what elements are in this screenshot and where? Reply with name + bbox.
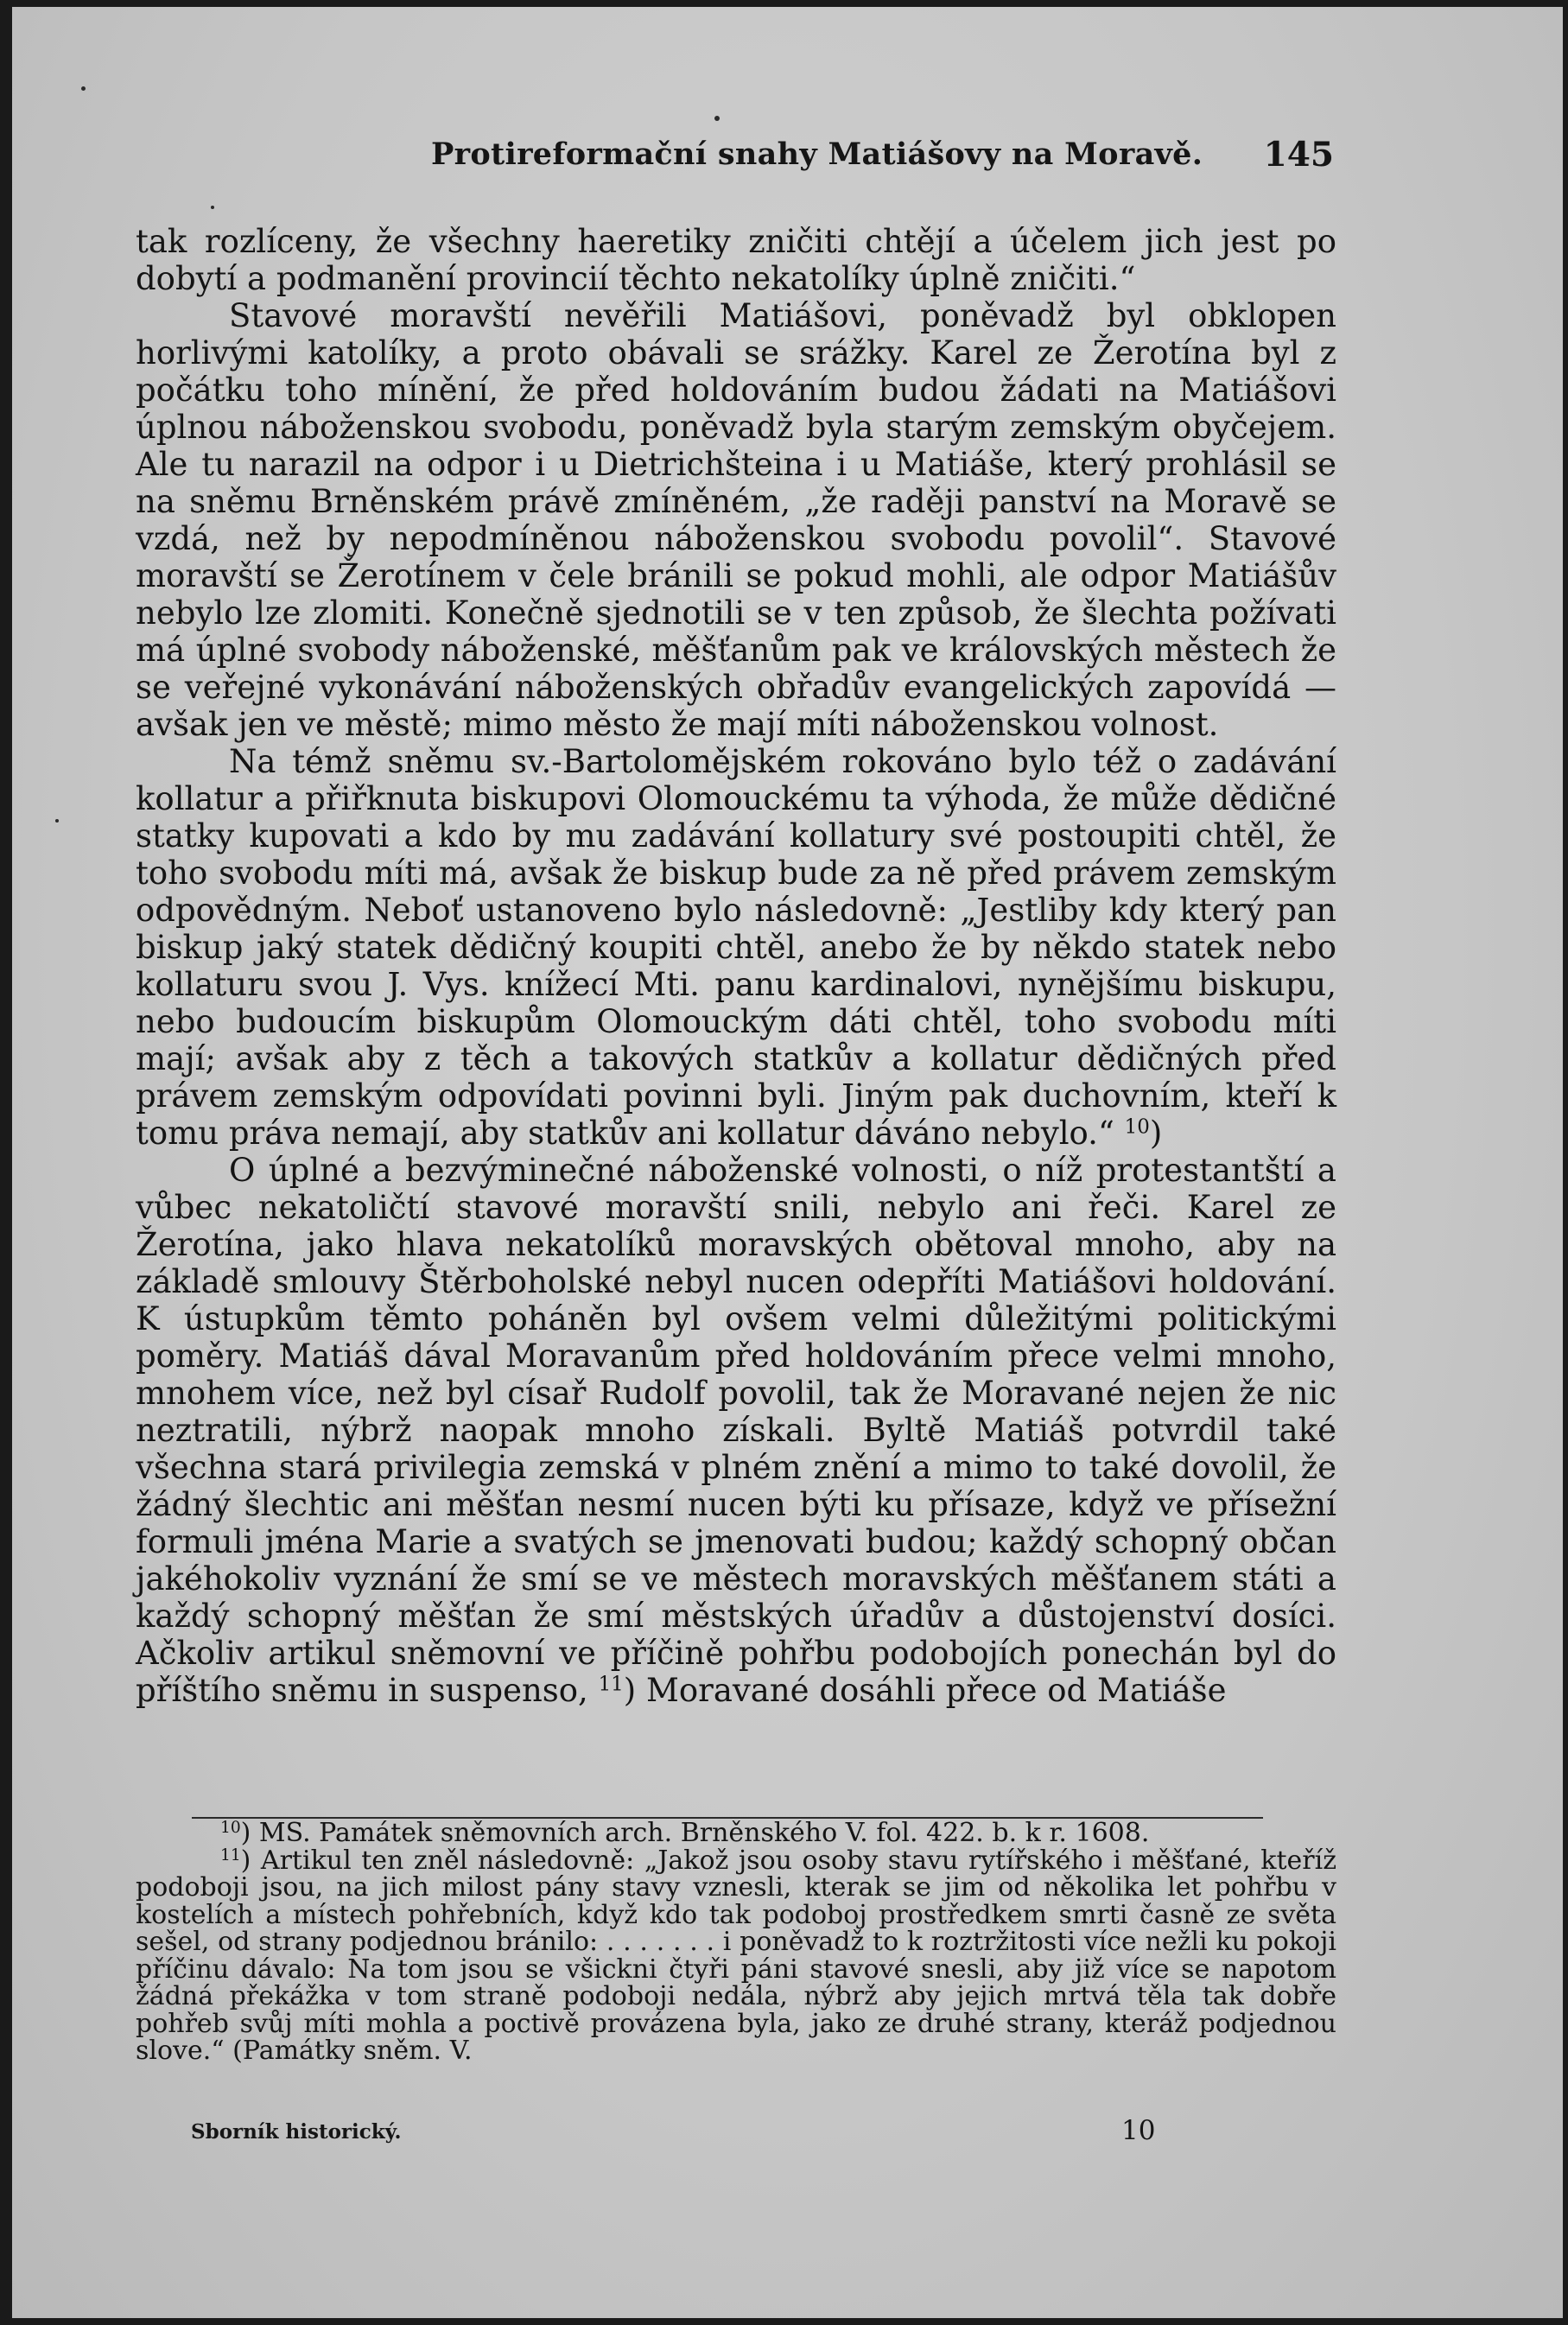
printer-signature: 10 bbox=[1121, 2115, 1156, 2146]
publication-name: Sborník historický. bbox=[191, 2120, 402, 2144]
footnote-marker: 10 bbox=[220, 1818, 241, 1837]
footnote-text: ) MS. Památek sněmovních arch. Brněnského V. fol. 422. b. k r. 1608. bbox=[240, 1818, 1150, 1848]
paragraph-text: Na témž sněmu sv.-Bartolomějském rokováno bylo též o zadávání kollatur a přiřknuta biskupovi Olomouckému ta výhoda, že může dědičné statky kupovati a kdo by mu zadávání kollatury své postoupiti chtěl, že toho svobodu míti má, avšak že biskup bude za ně před právem zemským odpovědným. Neboť ustanoveno bylo následovně: „Jestliby kdy který pan biskup jaký statek dědičný koupiti chtěl, anebo že by někdo statek nebo kollaturu svou J. Vys. knížecí Mti. panu kardinalovi, nynějšímu biskupu, nebo budoucím biskupům Olomouckým dáti chtěl, toho svobodu míti mají; avšak aby z těch a takových statkův a kollatur dědičných před právem zemským odpovídati povinni byli. Jiným pak duchovním, kteří k tomu práva nemají, aby statkův ani kollatur dáváno nebylo.“ bbox=[136, 743, 1336, 1152]
paragraph-text: O úplné a bezvýminečné náboženské volnosti, o níž protestantští a vůbec nekatoličtí stavové moravští snili, nebylo ani řeči. Karel ze Žerotína, jako hlava nekatolíků moravských obětoval mnoho, aby na základě smlouvy Štěrboholské nebyl nucen odepříti Matiášovi holdování. K ústupkům těmto poháněn byl ovšem velmi důležitými politickými poměry. Matiáš dával Moravanům před holdováním přece velmi mnoho, mnohem více, než byl císař Rudolf povolil, tak že Moravané nejen že nic neztratili, nýbrž naopak mnoho získali. Byltě Matiáš potvrdil také všechna stará privilegia zemská v plném znění a mimo to také dovolil, že žádný šlechtic ani měšťan nesmí nucen býti ku přísaze, když ve přísežní formuli jména Marie a svatých se jmenovati budou; každý schopný občan jakéhokoliv vyznání že smí se ve městech moravských měšťanem státi a každý schopný měšťan že smí městských úřadův a důstojenství dosíci. Ačkoliv artikul sněmovní ve příčině pohřbu podobojích ponechán byl do příštího sněmu in suspenso, bbox=[136, 1152, 1336, 1709]
paragraph: Stavové moravští nevěřili Matiášovi, poněvadž byl obklopen horlivými katolíky, a proto obávali se srážky. Karel ze Žerotína byl z počátku toho mínění, že před holdováním budou žádati na Matiášovi úplnou náboženskou svobodu, poněvadž byla starým zemským obyčejem. Ale tu narazil na odpor i u Dietrichšteina i u Matiáše, který prohlásil se na sněmu Brněnském právě zmíněném, „že raději panství na Moravě se vzdá, než by nepodmíněnou náboženskou svobodu povolil“. Stavové moravští se Žerotínem v čele bránili se pokud mohli, ale odpor Matiášův nebylo lze zlomiti. Konečně sjednotili se v ten způsob, že šlechta požívati má úplné svobody náboženské, měšťanům pak ve královských městech že se veřejné vykonávání náboženských obřadův evangelických zapovídá — avšak jen ve městě; mimo město že mají míti náboženskou volnost. bbox=[136, 297, 1336, 743]
paragraph: tak rozlíceny, že všechny haeretiky zničiti chtějí a účelem jich jest po dobytí a podmanění provincií těchto nekatolíky úplně zničiti.“ bbox=[136, 223, 1336, 297]
running-header bbox=[142, 137, 1334, 178]
footnote-reference: 10 bbox=[1124, 1115, 1150, 1139]
paragraph-text: ) Moravané dosáhli přece od Matiáše bbox=[623, 1672, 1227, 1709]
paragraph bbox=[136, 743, 1336, 1152]
scan-speck bbox=[81, 86, 86, 91]
footnote-marker: 11 bbox=[220, 1845, 241, 1864]
main-text bbox=[136, 223, 1336, 1709]
paragraph bbox=[136, 1152, 1336, 1709]
footnote bbox=[136, 1847, 1336, 2065]
footnote bbox=[136, 1820, 1336, 1847]
footnote-reference: 11 bbox=[598, 1673, 624, 1696]
footnotes bbox=[136, 1820, 1336, 2065]
scan-speck bbox=[714, 116, 720, 121]
page-number: 145 bbox=[1263, 135, 1334, 175]
scan-speck bbox=[55, 819, 59, 823]
page-footer bbox=[142, 2115, 1334, 2150]
scanned-page bbox=[12, 7, 1563, 2318]
footnote-text: ) Artikul ten zněl následovně: „Jakož jsou osoby stavu rytířského i měšťané, kteříž podoboji jsou, na jich milost pány stavy vznesli, kterak se jim od několika let pohřbu v kostelích a místech pohřebních, když kdo tak podoboj prostředkem smrti časně ze světa sešel, od strany podjednou bránilo: . . . . . . . i poněvadž to k roztržitosti více nežli ku pokoji příčinu dávalo: Na tom jsou se všickni čtyři páni stavové snesli, aby již více se napotom žádná překážka v tom straně podoboji nedála, nýbrž aby jejich mrtvá těla tak dobře pohřeb svůj míti mohla a poctivě provázena byla, jako ze druhé strany, kteráž podjednou slove.“ (Památky sněm. V. bbox=[136, 1845, 1336, 2066]
running-title: Protireformační snahy Matiášovy na Moravě. bbox=[431, 137, 1203, 172]
scan-speck bbox=[211, 206, 214, 209]
paragraph-text: ) bbox=[1149, 1115, 1163, 1152]
